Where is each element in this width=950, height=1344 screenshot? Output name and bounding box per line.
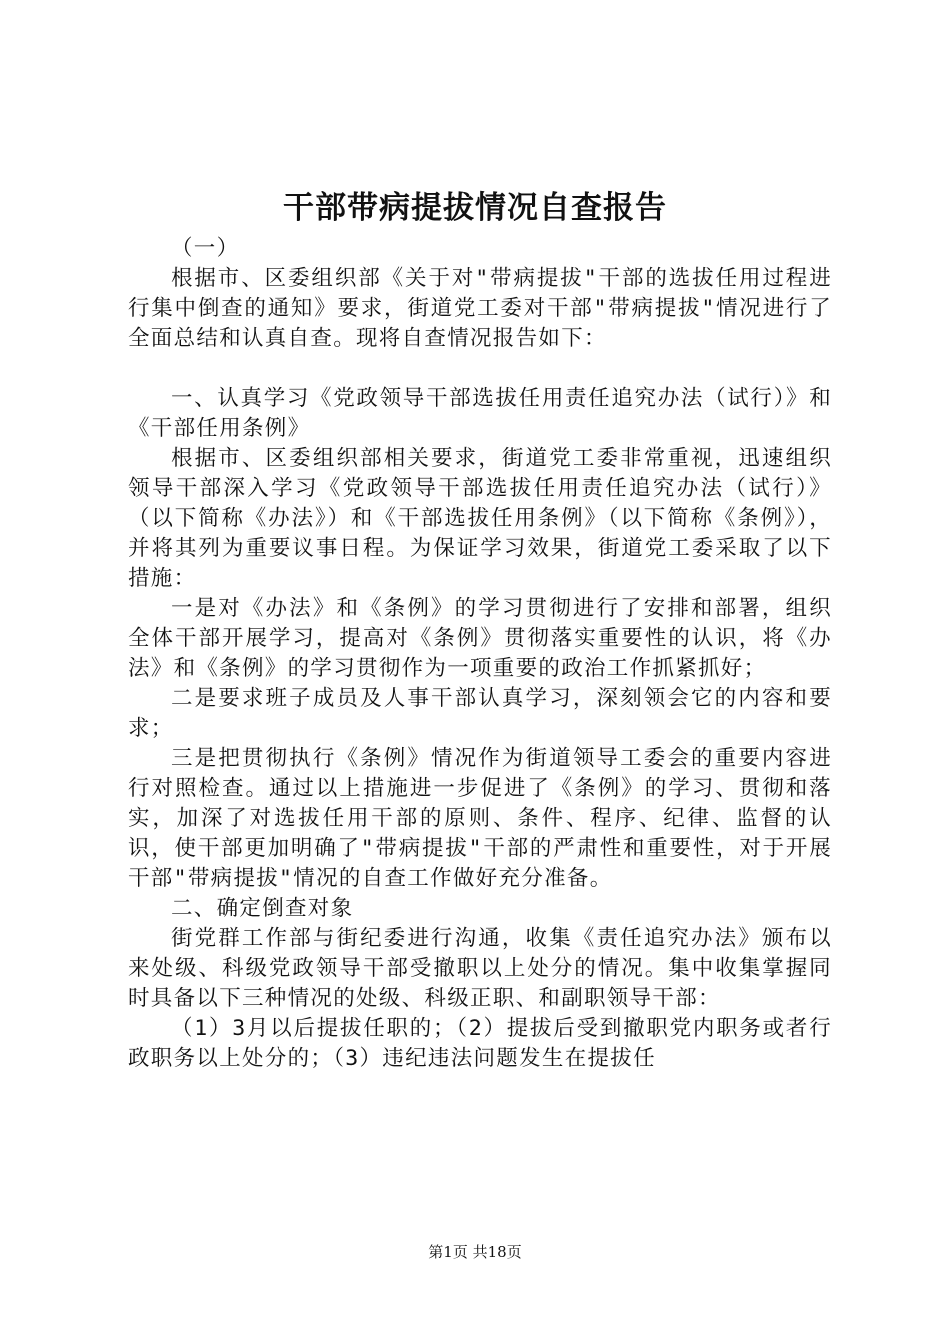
document-body bbox=[128, 234, 832, 1074]
heading-section-2: 二、确定倒查对象 bbox=[171, 896, 354, 921]
paragraph-measure-3: 三是把贯彻执行《条例》情况作为街道领导工委会的重要内容进行对照检查。通过以上措施进一步促进了《条例》的学习、贯彻和落实，加深了对选拔任用干部的原则、条件、程序、纪律、监督的认识，使干部更加明确了"带病提拔"干部的严肃性和重要性，对于开展干部"带病提拔"情况的自查工作做好充分准备。 bbox=[128, 746, 832, 891]
paragraph-conditions: （1）3月以后提拔任职的；（2）提拔后受到撤职党内职务或者行政职务以上处分的；（3）违纪违法问题发生在提拔任 bbox=[128, 1016, 832, 1071]
document-title: 干部带病提拔情况自查报告 bbox=[283, 190, 667, 226]
paragraph-measure-2: 二是要求班子成员及人事干部认真学习，深刻领会它的内容和要求； bbox=[128, 686, 832, 741]
paragraph-intro: 根据市、区委组织部《关于对"带病提拔"干部的选拔任用过程进行集中倒查的通知》要求，街道党工委对干部"带病提拔"情况进行了全面总结和认真自查。现将自查情况报告如下： bbox=[128, 266, 832, 351]
heading-section-1: 一、认真学习《党政领导干部选拔任用责任追究办法（试行）》和《干部任用条例》 bbox=[128, 386, 832, 441]
paragraph-targets: 街党群工作部与街纪委进行沟通，收集《责任追究办法》颁布以来处级、科级党政领导干部受撤职以上处分的情况。集中收集掌握同时具备以下三种情况的处级、科级正职、和副职领导干部： bbox=[128, 926, 832, 1011]
paragraph-study: 根据市、区委组织部相关要求，街道党工委非常重视，迅速组织领导干部深入学习《党政领导干部选拔任用责任追究办法（试行）》（以下简称《办法》）和《干部选拔任用条例》（以下简称《条例》），并将其列为重要议事日程。为保证学习效果，街道党工委采取了以下措施： bbox=[128, 446, 832, 591]
paragraph-section-number: （一） bbox=[171, 236, 240, 261]
paragraph-measure-1: 一是对《办法》和《条例》的学习贯彻进行了安排和部署，组织全体干部开展学习，提高对《条例》贯彻落实重要性的认识，将《办法》和《条例》的学习贯彻作为一项重要的政治工作抓紧抓好； bbox=[128, 596, 832, 681]
page-footer: 第1页 共18页 bbox=[428, 1243, 522, 1261]
